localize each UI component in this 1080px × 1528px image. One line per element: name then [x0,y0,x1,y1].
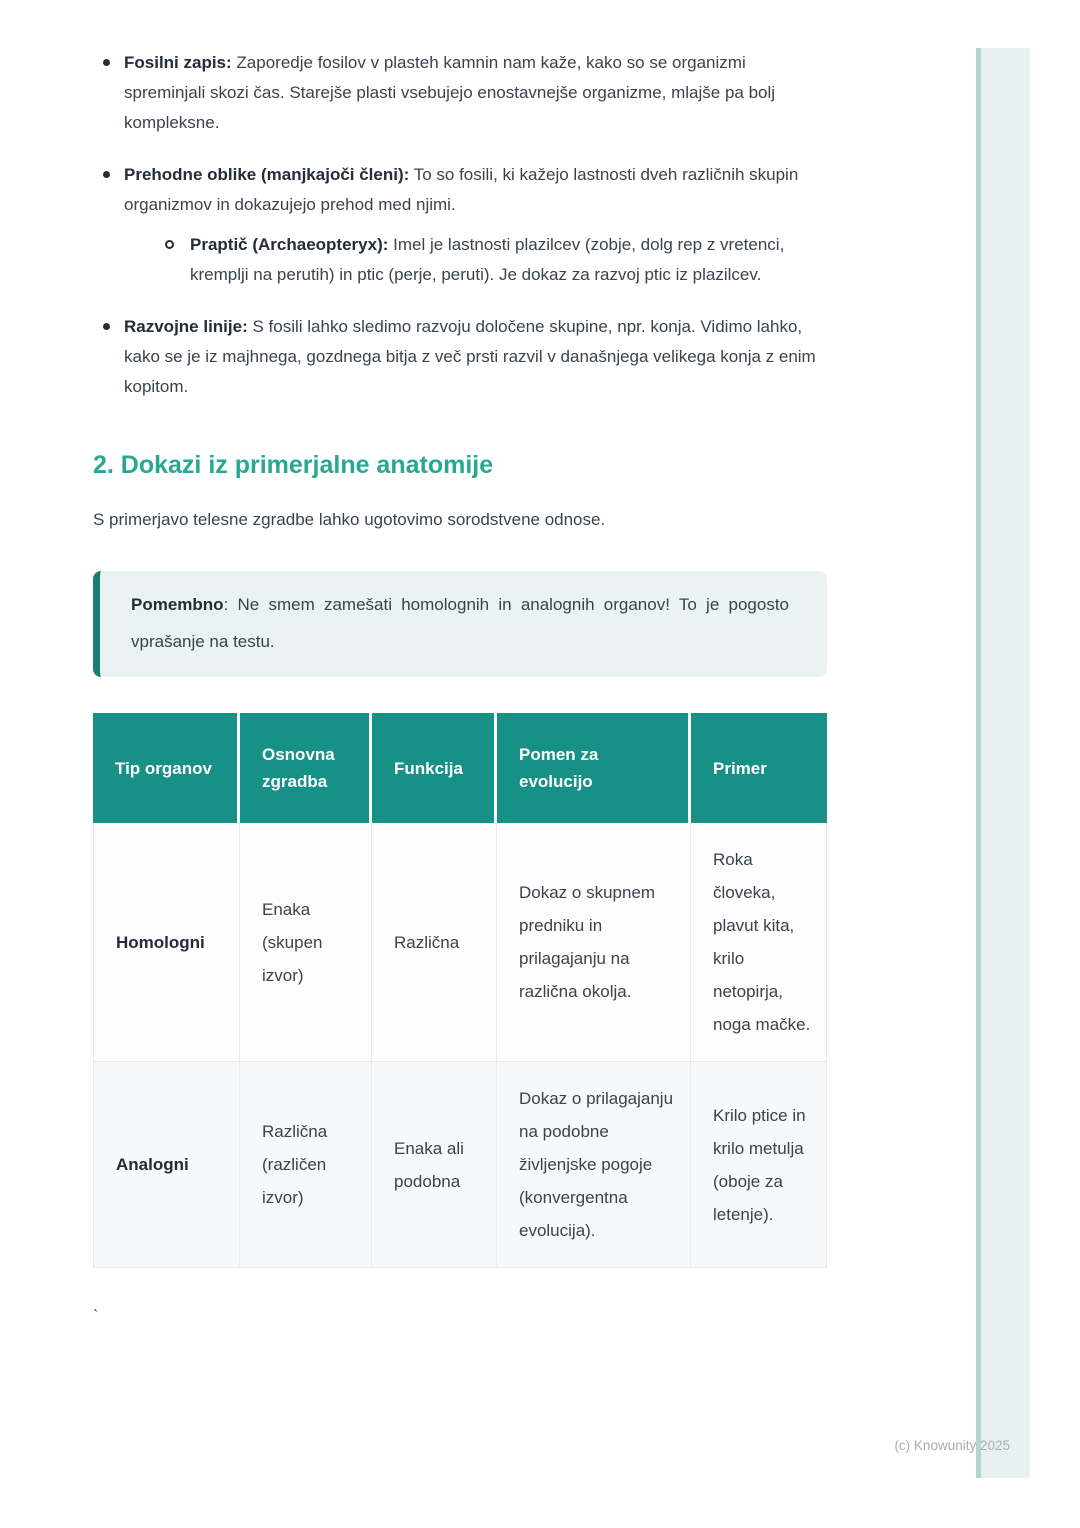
bullet-item-razvojne-linije [93,312,827,402]
sub-bullet-item-praptic [157,230,827,290]
table-cell: Dokaz o prilagajanju na podobne življenjske pogoje (konvergentna evolucija). [497,1062,691,1268]
bullet-item-prehodne-oblike [93,160,827,290]
bullet-dot-icon [103,59,110,66]
side-stripe [976,48,1030,1478]
table-cell: Enaka (skupen izvor) [240,823,372,1062]
sub-bullet-list [124,230,827,290]
bullet-text: To so fosili, ki kažejo lastnosti dveh različnih skupin organizmov in dokazujejo prehod med njimi. [124,165,799,214]
bullet-text: S fosili lahko sledimo razvoju določene skupine, npr. konja. Vidimo lahko, kako se je iz majhnega, gozdnega bitja z več prsti razvil v današnjega velikega konja z enim kopitom. [124,317,816,396]
table-cell: Roka človeka, plavut kita, krilo netopirja, noga mačke. [691,823,827,1062]
table-header-cell-funkcija: Funkcija [372,713,497,823]
footer-copyright: (c) Knowunity 2025 [894,1438,1010,1453]
table-header-row [93,713,827,823]
table-header-cell-pomen-za-evolucijo: Pomen za evolucijo [497,713,691,823]
sub-bullet-text: Imel je lastnosti plazilcev (zobje, dolg rep z vretenci, kremplji na perutih) in ptic (perje, peruti). Je dokaz za razvoj ptic iz plazilcev. [190,235,785,284]
table-cell: Dokaz o skupnem predniku in prilagajanju na različna okolja. [497,823,691,1062]
table-header-cell-primer: Primer [691,713,827,823]
callout-box-important [93,571,827,677]
bullet-term: Razvojne linije: [124,317,248,336]
table-header-cell-tip-organov: Tip organov [93,713,240,823]
stray-character: ` [93,1308,99,1325]
table-header-cell-osnovna-zgradba: Osnovna zgradba [240,713,372,823]
organ-comparison-table [93,713,827,1268]
bullet-term: Prehodne oblike (manjkajoči členi): [124,165,410,184]
sub-bullet-term: Praptič (Archaeopteryx): [190,235,389,254]
callout-term: Pomembno [131,595,224,614]
section-heading-anatomy: 2. Dokazi iz primerjalne anatomije [93,451,494,479]
document-content [93,48,827,1326]
evidence-bullet-list [93,48,827,402]
table-row-analogni [93,1062,827,1268]
row-label: Homologni [93,823,240,1062]
table-cell: Enaka ali podobna [372,1062,497,1268]
table-cell: Različna [372,823,497,1062]
intro-paragraph: S primerjavo telesne zgradbe lahko ugotovimo sorodstvene odnose. [93,510,606,529]
callout-text: : Ne smem zamešati homolognih in analognih organov! To je pogosto vprašanje na testu. [131,595,789,651]
bullet-item-fosilni-zapis [93,48,827,138]
table-cell: Krilo ptice in krilo metulja (oboje za letenje). [691,1062,827,1268]
table-row-homologni [93,823,827,1062]
bullet-dot-icon [103,171,110,178]
table-cell: Različna (različen izvor) [240,1062,372,1268]
bullet-dot-icon [103,323,110,330]
circle-bullet-icon [165,240,174,249]
bullet-text: Zaporedje fosilov v plasteh kamnin nam kaže, kako so se organizmi spreminjali skozi čas. Starejše plasti vsebujejo enostavnejše organizme, mlajše pa bolj kompleksne. [124,53,776,132]
row-label: Analogni [93,1062,240,1268]
bullet-term: Fosilni zapis: [124,53,232,72]
